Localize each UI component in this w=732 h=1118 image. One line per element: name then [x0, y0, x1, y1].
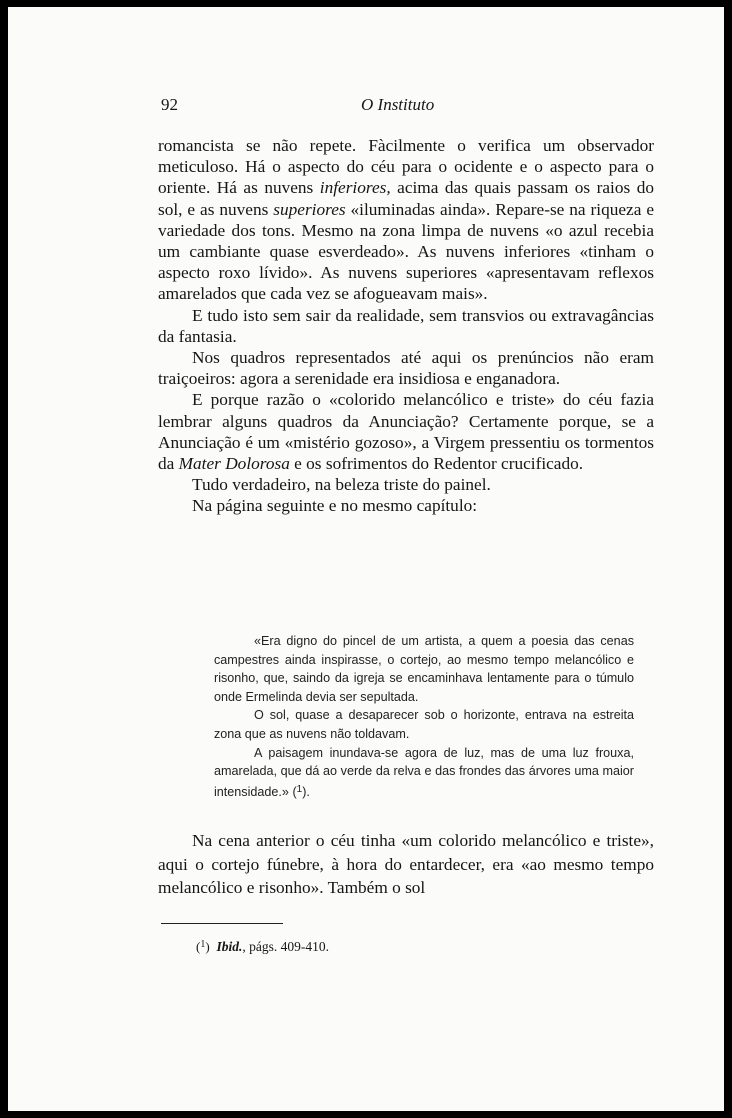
running-title: O Instituto: [361, 95, 435, 114]
quote-footnote-ref-open: (: [292, 784, 297, 799]
continuation-text: [158, 829, 654, 900]
paragraph-2: E tudo isto sem sair da realidade, sem transvios ou extravagâncias da fantasia.: [158, 305, 654, 346]
paragraph-3: Nos quadros representados até aqui os prenúncios não eram traiçoeiros: agora a serenidade era insidiosa e enganadora.: [158, 348, 654, 389]
footnote-source: Ibid.: [216, 939, 243, 954]
emphasis-mater-dolorosa: Mater Dolorosa: [178, 454, 290, 474]
page-number: 92: [161, 95, 178, 114]
paragraph-1-text-e: «iluminadas ainda». Repare-se na riqueza e variedade dos tons. Mesmo na zona limpa de nuvens «o azul recebia um cambiante quase esverdeado». As nuvens inferiores «tinham o aspecto roxo lívido». As nuvens superiores «apresentavam reflexos amarelados que cada vez se afogueavam mais».: [158, 199, 654, 304]
paragraph-1-text-c: acima das quais passam os raios do sol, e as nuvens: [158, 178, 654, 219]
paragraph-5: Tudo verdadeiro, na beleza triste do painel.: [192, 475, 491, 495]
paragraph-1: [158, 135, 654, 305]
document-page: [8, 7, 724, 1111]
quote-paragraph-3: [214, 744, 634, 802]
quote-paragraph-2: O sol, quase a desaparecer sob o horizonte, entrava na estreita zona que as nuvens não toldavam.: [214, 708, 634, 741]
footnote-divider: [161, 923, 283, 924]
footnote-marker-number: 1: [200, 939, 206, 950]
paragraph-1-text-a: romancista se não repete. Fàcilmente o verifica um observador meticuloso. Há o aspecto do céu para o ocidente e o aspecto para o oriente. Há as nuvens: [158, 136, 654, 198]
footnote-pages: , págs. 409-410.: [242, 939, 329, 954]
paragraph-4-text-c: e os sofrimentos do Redentor crucificado.: [289, 454, 584, 474]
footnote: [196, 939, 329, 955]
emphasis-superiores: superiores: [273, 199, 346, 219]
quote-paragraph-3-text: A paisagem inundava-se agora de luz, mas de uma luz frouxa, amarelada, que dá ao verde da relva e das frondes das árvores uma maior intensidade.»: [214, 745, 634, 799]
paragraph-4: [158, 389, 654, 474]
paragraph-4-text-a: E porque razão o «colorido melancólico e triste» do céu fazia lembrar alguns quadros da Anunciação? Certamente porque, se a Anunciação é um «mistério gozoso», a Virgem pressentiu os tormentos da: [158, 390, 654, 474]
paragraph-6: Na página seguinte e no mesmo capítulo:: [192, 496, 478, 516]
emphasis-inferiores: inferiores,: [319, 178, 391, 198]
footnote-marker-close: ): [205, 939, 210, 954]
quote-footnote-ref-close: ).: [302, 784, 310, 799]
quote-paragraph-1: «Era digno do pincel de um artista, a quem a poesia das cenas campestres ainda inspirasse, o cortejo, ao mesmo tempo melancólico e risonho, que, saindo da igreja se encaminhava lentamente para o túmulo onde Ermelinda devia ser sepultada.: [214, 634, 634, 704]
body-text: [158, 135, 654, 517]
page-header: [161, 95, 653, 119]
footnote-marker-open: (: [196, 939, 201, 954]
continuation-paragraph: Na cena anterior o céu tinha «um colorido melancólico e triste», aqui o cortejo fúnebre, à hora do entardecer, era «ao mesmo tempo melancólico e risonho». Também o sol: [158, 831, 654, 898]
quote-footnote-ref-number: 1: [296, 783, 303, 795]
block-quote: [214, 632, 634, 801]
